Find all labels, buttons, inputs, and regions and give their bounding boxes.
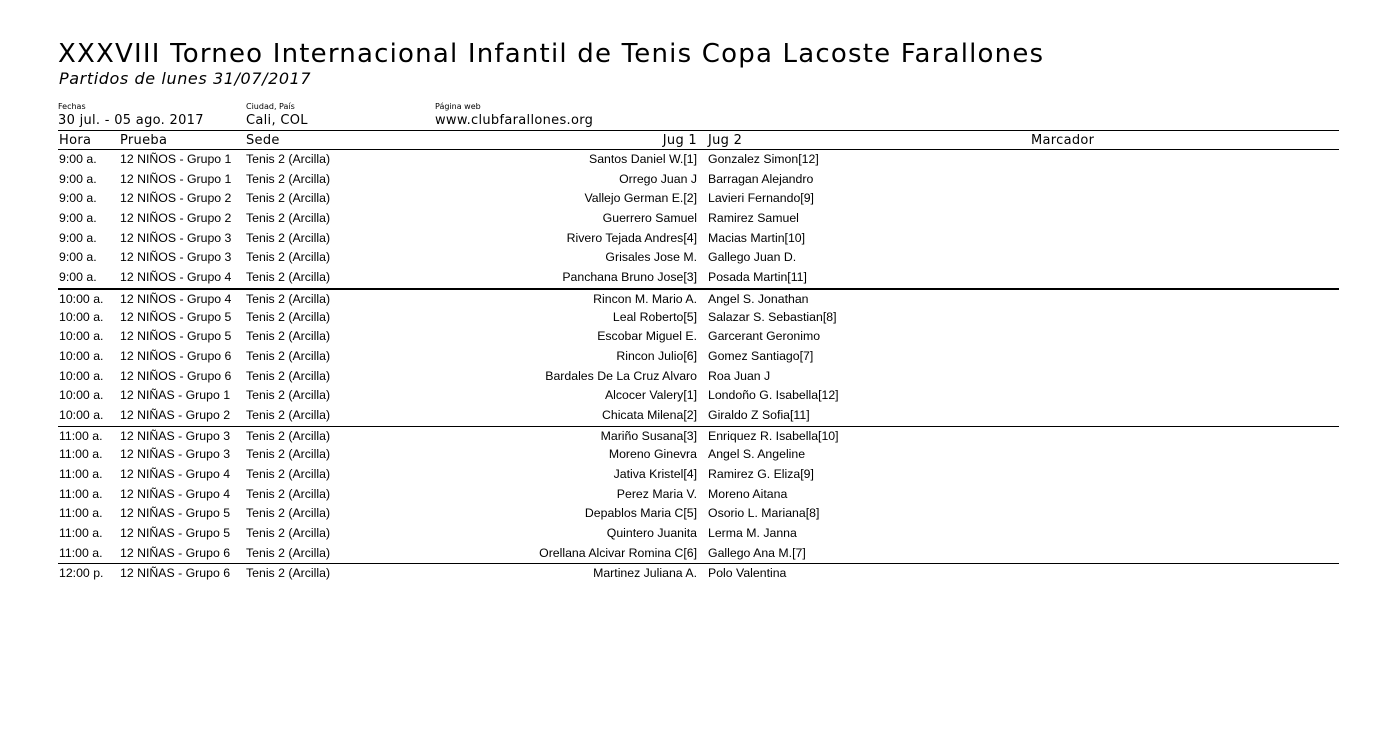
cell-prueba: 12 NIÑOS - Grupo 2 <box>120 211 232 226</box>
cell-jug1: Quintero Juanita <box>606 526 697 541</box>
cell-jug2: Angel S. Jonathan <box>708 291 809 306</box>
cell-jug2: Garcerant Geronimo <box>708 329 821 344</box>
cell-sede: Tenis 2 (Arcilla) <box>246 566 331 581</box>
cell-hora: 9:00 a. <box>59 211 97 226</box>
col-jug1: Jug 1 <box>662 133 697 148</box>
cell-jug2: Enriquez R. Isabella[10] <box>708 428 839 443</box>
cell-hora: 10:00 a. <box>59 309 104 324</box>
cell-hora: 11:00 a. <box>59 467 103 481</box>
cell-jug2: Roa Juan J <box>708 368 771 383</box>
table-row <box>58 229 1339 249</box>
table-row <box>58 288 1339 308</box>
cell-hora: 11:00 a. <box>59 428 103 443</box>
page-title: XXXVIII Torneo Internacional Infantil de Tenis Copa Lacoste Farallones <box>58 39 1045 69</box>
cell-jug1: Vallejo German E.[2] <box>584 191 697 206</box>
cell-prueba: 12 NIÑOS - Grupo 2 <box>120 191 232 206</box>
cell-sede: Tenis 2 (Arcilla) <box>246 486 331 501</box>
table-row <box>58 563 1339 583</box>
cell-jug2: Posada Martin[11] <box>708 270 807 285</box>
cell-jug1: Martinez Juliana A. <box>593 566 697 581</box>
cell-jug2: Polo Valentina <box>708 566 787 581</box>
web-label: Página web <box>435 102 481 111</box>
col-prueba: Prueba <box>120 133 168 148</box>
col-hora: Hora <box>59 133 92 148</box>
cell-prueba: 12 NIÑOS - Grupo 5 <box>120 309 232 324</box>
cell-jug2: Moreno Aitana <box>708 486 788 501</box>
col-jug2: Jug 2 <box>708 133 743 148</box>
cell-jug1: Jativa Kristel[4] <box>613 467 697 481</box>
ciudad-value: Cali, COL <box>246 113 308 128</box>
cell-jug2: Gallego Juan D. <box>708 250 797 265</box>
cell-hora: 9:00 a. <box>59 171 97 186</box>
cell-sede: Tenis 2 (Arcilla) <box>246 309 331 324</box>
cell-jug1: Escobar Miguel E. <box>597 329 697 344</box>
cell-jug1: Alcocer Valery[1] <box>604 388 697 403</box>
cell-prueba: 12 NIÑOS - Grupo 5 <box>120 329 232 344</box>
cell-sede: Tenis 2 (Arcilla) <box>246 545 331 560</box>
cell-jug1: Panchana Bruno Jose[3] <box>562 270 697 285</box>
table-row <box>58 347 1339 367</box>
cell-jug1: Mariño Susana[3] <box>600 428 697 443</box>
cell-prueba: 12 NIÑAS - Grupo 5 <box>120 506 231 521</box>
table-row <box>58 268 1339 288</box>
cell-jug1: Rincon M. Mario A. <box>593 291 697 306</box>
table-row <box>58 386 1339 406</box>
cell-sede: Tenis 2 (Arcilla) <box>246 191 331 206</box>
cell-sede: Tenis 2 (Arcilla) <box>246 428 331 443</box>
cell-jug2: Giraldo Z Sofia[11] <box>708 407 810 422</box>
matches-table <box>58 130 1339 583</box>
cell-sede: Tenis 2 (Arcilla) <box>246 368 331 383</box>
cell-hora: 10:00 a. <box>59 407 104 422</box>
page-subtitle: Partidos de lunes 31/07/2017 <box>59 69 312 88</box>
cell-prueba: 12 NIÑAS - Grupo 1 <box>120 388 231 403</box>
col-marcador: Marcador <box>1031 133 1095 148</box>
cell-jug1: Rincon Julio[6] <box>616 348 697 363</box>
cell-hora: 12:00 p. <box>59 566 104 581</box>
cell-prueba: 12 NIÑAS - Grupo 6 <box>120 566 231 581</box>
table-row <box>58 150 1339 170</box>
cell-jug2: Angel S. Angeline <box>708 447 806 462</box>
cell-sede: Tenis 2 (Arcilla) <box>246 270 331 285</box>
cell-jug1: Bardales De La Cruz Alvaro <box>545 368 697 383</box>
cell-jug1: Perez Maria V. <box>616 486 697 501</box>
table-header <box>58 130 1339 150</box>
cell-hora: 9:00 a. <box>59 230 97 245</box>
cell-jug1: Grisales Jose M. <box>605 250 697 265</box>
table-row <box>58 504 1339 524</box>
cell-prueba: 12 NIÑOS - Grupo 4 <box>120 270 232 285</box>
cell-jug2: Salazar S. Sebastian[8] <box>708 309 837 324</box>
cell-jug2: Macias Martin[10] <box>708 230 806 245</box>
table-row <box>58 248 1339 268</box>
cell-prueba: 12 NIÑAS - Grupo 4 <box>120 486 231 501</box>
cell-sede: Tenis 2 (Arcilla) <box>246 388 331 403</box>
cell-jug2: Lerma M. Janna <box>708 526 797 541</box>
cell-jug2: Lavieri Fernando[9] <box>708 191 814 206</box>
cell-sede: Tenis 2 (Arcilla) <box>246 152 331 166</box>
cell-prueba: 12 NIÑAS - Grupo 6 <box>120 545 231 560</box>
table-row <box>58 485 1339 505</box>
cell-hora: 11:00 a. <box>59 506 103 521</box>
cell-sede: Tenis 2 (Arcilla) <box>246 467 331 481</box>
fechas-value: 30 jul. - 05 ago. 2017 <box>58 113 204 128</box>
col-sede: Sede <box>246 133 280 148</box>
cell-hora: 11:00 a. <box>59 447 103 462</box>
web-value: www.clubfarallones.org <box>435 113 594 128</box>
cell-hora: 10:00 a. <box>59 388 104 403</box>
table-row <box>58 209 1339 229</box>
cell-jug2: Gonzalez Simon[12] <box>708 152 819 166</box>
cell-jug2: Osorio L. Mariana[8] <box>708 506 820 521</box>
cell-hora: 11:00 a. <box>59 486 103 501</box>
cell-sede: Tenis 2 (Arcilla) <box>246 447 331 462</box>
cell-prueba: 12 NIÑOS - Grupo 1 <box>120 171 232 186</box>
cell-hora: 9:00 a. <box>59 191 97 206</box>
table-row <box>58 524 1339 544</box>
cell-sede: Tenis 2 (Arcilla) <box>246 407 331 422</box>
cell-jug1: Chicata Milena[2] <box>601 407 697 422</box>
cell-prueba: 12 NIÑOS - Grupo 6 <box>120 348 232 363</box>
cell-jug1: Guerrero Samuel <box>602 211 697 226</box>
table-row <box>58 327 1339 347</box>
cell-jug2: Ramirez G. Eliza[9] <box>708 467 814 481</box>
table-row <box>58 367 1339 387</box>
cell-prueba: 12 NIÑAS - Grupo 3 <box>120 447 231 462</box>
cell-hora: 9:00 a. <box>59 152 97 166</box>
cell-prueba: 12 NIÑOS - Grupo 3 <box>120 230 232 245</box>
cell-prueba: 12 NIÑAS - Grupo 5 <box>120 526 231 541</box>
cell-hora: 11:00 a. <box>59 526 103 541</box>
cell-hora: 9:00 a. <box>59 270 97 285</box>
cell-jug2: Ramirez Samuel <box>708 211 799 226</box>
table-row <box>58 170 1339 190</box>
cell-sede: Tenis 2 (Arcilla) <box>246 211 331 226</box>
cell-jug1: Orellana Alcivar Romina C[6] <box>539 545 697 560</box>
cell-sede: Tenis 2 (Arcilla) <box>246 506 331 521</box>
cell-prueba: 12 NIÑOS - Grupo 3 <box>120 250 232 265</box>
table-row <box>58 406 1339 426</box>
table-body <box>58 150 1339 583</box>
cell-jug2: Barragan Alejandro <box>708 171 814 186</box>
table-row <box>58 544 1339 564</box>
cell-jug2: Londoño G. Isabella[12] <box>708 388 839 403</box>
cell-jug1: Santos Daniel W.[1] <box>589 152 697 166</box>
cell-sede: Tenis 2 (Arcilla) <box>246 329 331 344</box>
table-row <box>58 189 1339 209</box>
cell-hora: 10:00 a. <box>59 329 104 344</box>
cell-sede: Tenis 2 (Arcilla) <box>246 348 331 363</box>
cell-sede: Tenis 2 (Arcilla) <box>246 230 331 245</box>
cell-hora: 10:00 a. <box>59 348 104 363</box>
cell-prueba: 12 NIÑAS - Grupo 4 <box>120 467 231 481</box>
cell-prueba: 12 NIÑAS - Grupo 3 <box>120 428 231 443</box>
cell-hora: 11:00 a. <box>59 545 103 560</box>
cell-prueba: 12 NIÑOS - Grupo 1 <box>120 152 232 166</box>
cell-prueba: 12 NIÑOS - Grupo 6 <box>120 368 232 383</box>
cell-jug1: Leal Roberto[5] <box>612 309 697 324</box>
cell-hora: 9:00 a. <box>59 250 97 265</box>
fechas-label: Fechas <box>58 102 86 111</box>
cell-jug1: Depablos Maria C[5] <box>584 506 697 521</box>
table-row <box>58 426 1339 446</box>
cell-sede: Tenis 2 (Arcilla) <box>246 526 331 541</box>
table-row <box>58 465 1339 485</box>
cell-jug1: Moreno Ginevra <box>608 447 697 462</box>
cell-hora: 10:00 a. <box>59 291 104 306</box>
cell-sede: Tenis 2 (Arcilla) <box>246 291 331 306</box>
cell-hora: 10:00 a. <box>59 368 104 383</box>
ciudad-label: Ciudad, País <box>246 102 295 111</box>
cell-jug2: Gomez Santiago[7] <box>708 348 814 363</box>
cell-sede: Tenis 2 (Arcilla) <box>246 250 331 265</box>
cell-prueba: 12 NIÑAS - Grupo 2 <box>120 407 231 422</box>
cell-prueba: 12 NIÑOS - Grupo 4 <box>120 291 232 306</box>
table-row <box>58 308 1339 328</box>
cell-jug1: Rivero Tejada Andres[4] <box>566 230 697 245</box>
cell-jug2: Gallego Ana M.[7] <box>708 545 806 560</box>
cell-sede: Tenis 2 (Arcilla) <box>246 171 331 186</box>
cell-jug1: Orrego Juan J <box>619 171 697 186</box>
table-row <box>58 445 1339 465</box>
